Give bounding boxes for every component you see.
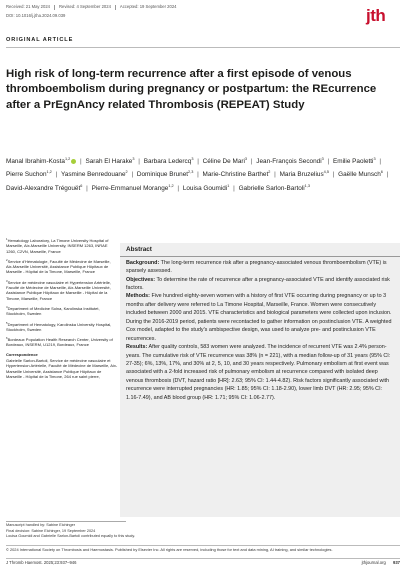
abstract-paragraph: Results: After quality controls, 583 women were analyzed. The incidence of recurrent VTE was 2.4% person-years. The cumulative risk of VTE recurrence was 38% (n = 221), with a median follow-up of 31 years (95% CI: 27-35); 6%, 13%, 17%, and 30% at 2, 5, 10, and 30 years respectively. Pulmonary embolism at first event was associated with a 2-fold increased risk of pulmonary embolism at recurrence compared with isolated deep venous thrombosis (DVT, hazard ratio [HR]: 2.63; 95% CI: 1.44-4.82). Risk factors significantly associated with recurrence were interrupted pregnancies (HR: 1.85; 95% CI: 1.18-2.90), lower limb DVT (HR: 2.95; 95% CI: 1.16-7.49), and AB blood group (HR: 1.71; 95% CI: 1.06-2.77). xyxy=(126,344,391,401)
author-separator: | xyxy=(249,158,255,165)
abstract-paragraph: Methods: Five hundred eighty-seven women with a history of first VTE occurring during pregnancy or up to 3 months after delivery were referred to La Timone Hospital, Marseille, France. Women were consecutively included between 2000 and 2015. VTE characteristics and biological parameters were collected upon inclusion. During the 2016-2019 period, patients were recontacted to gather information on postinclusion VTE. A weighted Cox model, adapted to the study's ambispective design, was used to analyze pre- and postinclusion VTE recurrences. xyxy=(126,293,392,342)
affiliation-item: $^3$Service de médecine vasculaire et Hypertension Artérielle, Faculté de Médecine de Marseille, Aix-Marseille Université, Assistance Publique Hôpitaux de Marseille - Hôpital de la Timone, Marseille, France xyxy=(6,278,111,301)
author-affiliation-marker: 3 xyxy=(244,157,248,161)
author-name[interactable]: Pierre Suchon$^{1,2}$ xyxy=(6,170,52,179)
logo-text: jth xyxy=(366,6,386,25)
footnote-line: Louisa Goumidi and Gabrielle Sarlon-Bartoli contributed equally to this study. xyxy=(6,534,136,538)
footer-right xyxy=(362,560,400,565)
abstract-paragraph: Background: The long-term recurrence risk after a pregnancy-associated venous thromboembolism (VTE) is sparsely assessed. xyxy=(126,259,387,275)
author-name[interactable]: Marie-Christine Barthet$^2$ xyxy=(202,170,271,179)
author-affiliation-marker: 3 xyxy=(191,157,194,161)
received-date: Received: 21 May 2024 xyxy=(6,4,50,9)
author-name[interactable]: Céline De Mari$^3$ xyxy=(202,157,248,165)
author-affiliation-marker: 3 xyxy=(321,157,324,161)
publication-dates xyxy=(6,4,346,12)
author-affiliation-marker: 6 xyxy=(380,170,383,175)
author-separator: | xyxy=(384,171,389,179)
author-separator: | xyxy=(377,158,382,165)
author-separator: | xyxy=(195,171,201,179)
abstract-section-label: Results: xyxy=(126,344,148,351)
author-name[interactable]: Maria Bruzelius$^{4,5}$ xyxy=(279,170,329,179)
orcid-icon[interactable] xyxy=(71,159,76,164)
abstract-section-label: Methods: xyxy=(126,293,150,300)
copyright-notice: © 2024 International Society on Thrombosis and Haemostasis. Published by Elsevier Inc. All rights are reserved, including those for text and data mining, AI training, and similar technologies. xyxy=(6,547,333,552)
copyright-rule xyxy=(6,545,400,546)
author-affiliation-marker: 3 xyxy=(373,157,376,161)
abstract-heading: Abstract xyxy=(126,246,152,253)
correspondence-heading: Correspondence xyxy=(6,351,38,357)
author-name[interactable]: Louisa Goumidi$^1$ xyxy=(182,183,230,192)
author-separator: | xyxy=(175,184,181,192)
affiliation-number: 3 xyxy=(6,278,8,283)
divider xyxy=(54,5,55,10)
author-name[interactable]: Pierre-Emmanuel Morange$^{1,2}$ xyxy=(91,183,174,192)
author-name[interactable]: Jean-François Secondi$^3$ xyxy=(256,157,324,165)
author-separator: | xyxy=(53,171,59,179)
footnote-line: Manuscript handled by: Sabine Eichinger xyxy=(6,523,76,527)
journal-logo xyxy=(366,6,400,28)
author-name[interactable]: Emilie Paoletti$^3$ xyxy=(332,157,376,165)
author-separator: | xyxy=(129,171,135,179)
author-affiliation-marker: 3 xyxy=(132,157,135,161)
author-affiliation-marker: 1 xyxy=(227,183,230,188)
author-affiliation-marker: 1,2 xyxy=(46,170,52,175)
footer-rule xyxy=(6,558,400,559)
author-name[interactable]: Gabrielle Sarlon-Bartoli$^{1,3}$ xyxy=(238,183,310,192)
accepted-date: Accepted: 19 September 2024 xyxy=(119,4,177,9)
author-list xyxy=(6,154,396,194)
affiliation-item: $^6$Bordeaux Population Health Research Center, University of Bordeaux, INSERM, U1219, Bordeaux, France xyxy=(6,336,113,348)
affiliation-number: 4 xyxy=(6,304,8,309)
journal-citation: J Thromb Haemost. 2025;23:937–946 xyxy=(6,560,77,565)
author-affiliation-marker: 2 xyxy=(268,170,271,175)
footnote-rule xyxy=(6,521,126,522)
doi-link[interactable]: DOI: 10.1016/j.jtha.2024.09.039 xyxy=(6,13,66,18)
author-name[interactable]: Manal Ibrahim-Kosta$^{1,2}$ xyxy=(6,158,76,165)
author-name[interactable]: Gaëlle Munsch$^6$ xyxy=(338,170,383,179)
author-separator: | xyxy=(325,158,331,165)
affiliation-list xyxy=(6,237,118,348)
divider xyxy=(115,5,116,10)
author-separator: | xyxy=(330,171,337,179)
author-name[interactable]: Yasmine Benredouane$^2$ xyxy=(61,170,128,179)
author-affiliation-marker: 1,2 xyxy=(168,183,174,188)
author-separator: | xyxy=(272,171,278,179)
page-number: 937 xyxy=(393,560,400,565)
author-name[interactable]: Sarah El Harake$^3$ xyxy=(85,157,135,165)
abstract-rule xyxy=(120,256,400,257)
correspondence-text: Gabrielle Sarlon-Bartoli, Service de médecine vasculaire et Hypertension Artérielle, Faculté de Médecine de Marseille, Aix-Marseille Université, Assistance Publique Hôpitaux de Marseille - Hôpital de la Timone, 264 rue saint pierre, xyxy=(6,358,118,379)
author-name[interactable]: David-Alexandre Trégouët$^6$ xyxy=(6,183,83,192)
abstract-box xyxy=(120,243,400,517)
author-separator: | xyxy=(136,158,142,165)
affiliation-number: 1 xyxy=(6,237,8,241)
author-name[interactable]: Barbara Ledercq$^3$ xyxy=(143,157,194,165)
abstract-section-label: Background: xyxy=(126,259,160,266)
author-separator: | xyxy=(195,158,201,165)
revised-date: Revised: 4 September 2024 xyxy=(59,4,111,9)
abstract-section-label: Objectives: xyxy=(126,276,156,283)
abstract-sections xyxy=(126,259,394,403)
author-separator: | xyxy=(78,158,84,165)
author-affiliation-marker: 1,3 xyxy=(304,183,310,188)
author-affiliation-marker: 2 xyxy=(125,170,128,175)
abstract-paragraph: Objectives: To determine the rate of recurrence after a pregnancy-associated VTE and identify associated risk factors. xyxy=(126,276,390,291)
affiliations xyxy=(6,237,118,383)
journal-site-link[interactable]: jthjournal.org xyxy=(361,560,386,565)
affiliation-item: $^2$Service d'Hématologie, Faculté de Médecine de Marseille, Aix-Marseille Université, Assistance Publique Hôpitaux de Marseille - Hôpital de la Timone, Marseille, France xyxy=(6,257,111,275)
author-affiliation-marker: 1,2 xyxy=(64,157,71,161)
header-rule xyxy=(6,47,400,48)
footnotes xyxy=(6,523,400,540)
author-name[interactable]: Dominique Brunet$^{2,3}$ xyxy=(136,170,194,179)
affiliation-number: 2 xyxy=(6,257,8,262)
footnote-line: Final decision: Sabine Eichinger, 19 September 2024 xyxy=(6,528,96,533)
affiliation-item: $^5$Department of Hematology, Karolinska University Hospital, Stockholm, Sweden xyxy=(6,320,112,332)
author-affiliation-marker: 4,5 xyxy=(323,170,329,175)
author-separator: | xyxy=(231,184,237,192)
affiliation-number: 5 xyxy=(6,320,8,325)
author-separator: | xyxy=(84,184,90,192)
section-label: ORIGINAL ARTICLE xyxy=(6,37,74,43)
affiliation-number: 6 xyxy=(6,336,8,341)
author-affiliation-marker: 2,3 xyxy=(188,170,194,175)
affiliation-item: $^1$Hematology Laboratory, La Timone University Hospital of Marseille, Aix-Marseille University, INSERM 1263, INRAE 1260, C2VN, Marseille, France xyxy=(6,237,109,254)
article-title: High risk of long-term recurrence after a first episode of venous thromboembolism during pregnancy or postpartum: the REcurrence after a PrEgnAncy related Thrombosis (REPEAT) Study xyxy=(6,68,377,111)
affiliation-item: $^4$Department of Medicine Solna, Karolinska Institutet, Stockholm, Sweden xyxy=(6,304,100,317)
author-affiliation-marker: 6 xyxy=(80,183,83,188)
